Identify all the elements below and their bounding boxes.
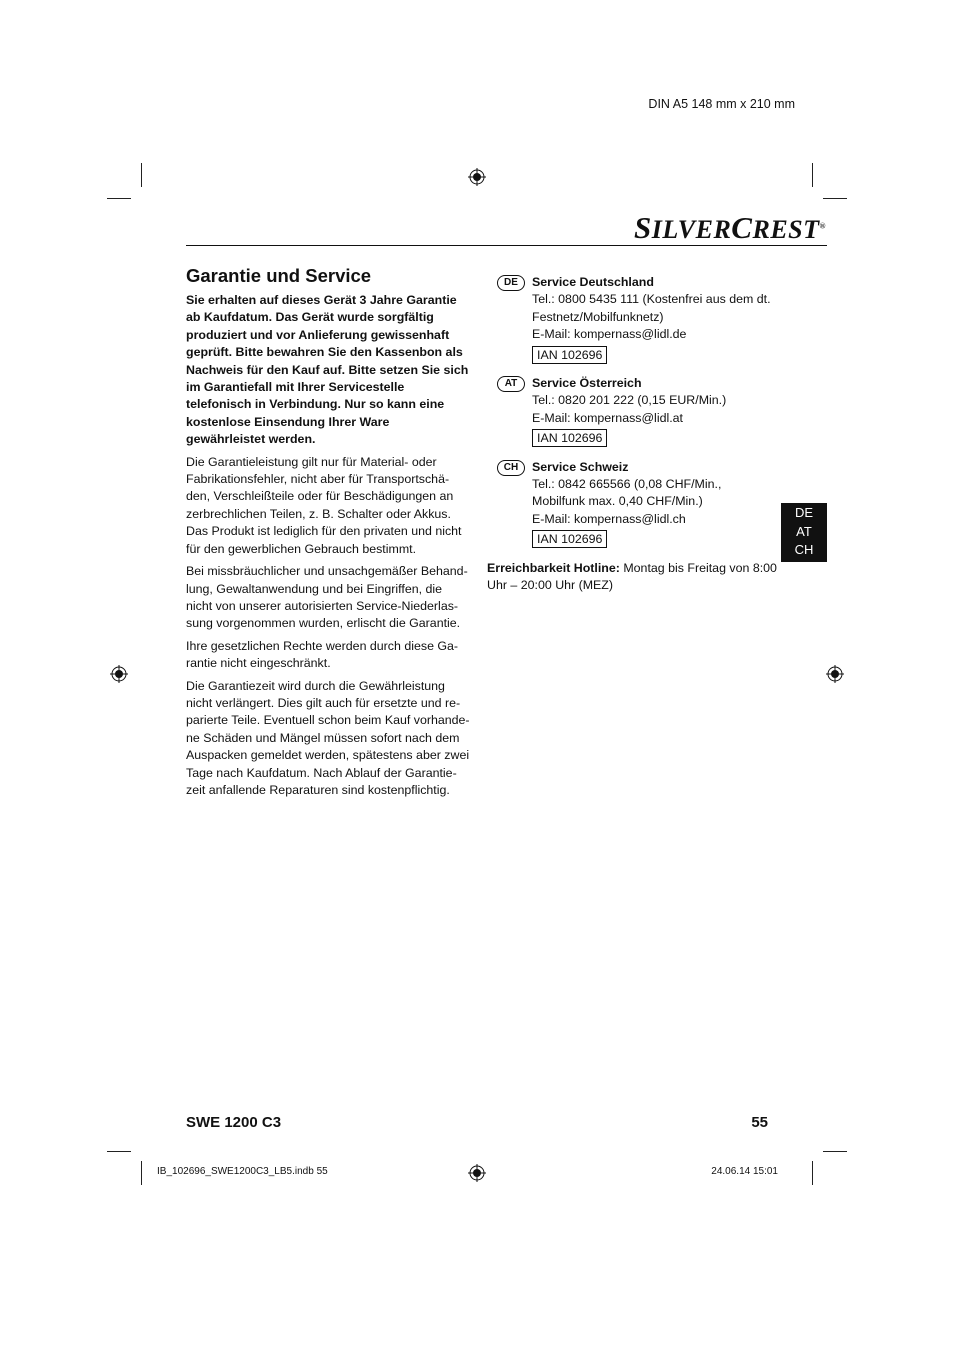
warranty-section — [186, 264, 470, 804]
paragraph: Die Garantiezeit wird durch die Gewährleistung nicht verlängert. Dies gilt auch für ersetzte und re-parierte Teile. Eventuell schon beim Kauf vorhande-ne Schäden und Mängel müssen sofort nach dem Auspacken gemeldet werden, spätestens aber zwei Tage nach Kaufdatum. Nach Ablauf der Garantie-zeit anfallende Reparaturen sind kostenpflichtig. — [186, 678, 470, 797]
lang-code: AT — [796, 523, 812, 539]
crop-mark — [141, 163, 142, 187]
ian-box: IAN 102696 — [532, 530, 607, 548]
crop-mark — [823, 198, 847, 199]
service-title: Service Österreich — [532, 376, 642, 391]
service-title: Service Schweiz — [532, 459, 629, 474]
language-tab — [781, 503, 827, 562]
paragraph: Ihre gesetzlichen Rechte werden durch diese Ga-rantie nicht eingeschränkt. — [186, 638, 459, 671]
registration-mark-icon — [468, 1164, 486, 1182]
service-contacts — [487, 274, 777, 595]
header-divider — [186, 245, 827, 246]
paragraph: Die Garantieleistung gilt nur für Material- oder Fabrikationsfehler, nicht aber für Transportschä-den, Verschleißteile oder für Beschädigungen an zerbrechlichen Teilen, z. B. Schalter oder Akkus. Das Produkt ist lediglich für den privaten und nicht für den gewerblichen Gebrauch bestimmt. — [186, 454, 462, 556]
format-label: DIN A5 148 mm x 210 mm — [648, 97, 795, 111]
service-title: Service Deutschland — [532, 275, 654, 289]
section-title: Garantie und Service — [186, 265, 372, 286]
service-email: E-Mail: kompernass@lidl.de — [532, 327, 687, 342]
slug-file: IB_102696_SWE1200C3_LB5.indb 55 — [157, 1166, 328, 1177]
lang-code: DE — [794, 505, 814, 520]
registration-mark-icon — [826, 665, 844, 683]
country-badge: AT — [497, 376, 525, 392]
slug-date: 24.06.14 15:01 — [711, 1166, 778, 1177]
paragraph: Bei missbräuchlicher und unsachgemäßer Behand-lung, Gewaltanwendung und bei Eingriffen, die nicht von unserer autorisierten Service-Niederlas-sung vorgenommen wurden, erlischt die Garantie. — [186, 564, 468, 631]
page-number: 55 — [751, 1114, 768, 1131]
country-badge: CH — [497, 460, 525, 476]
brand-logo: SILVERCREST® — [633, 210, 826, 245]
service-block-de — [497, 274, 777, 364]
service-block-ch — [497, 459, 777, 549]
service-email: E-Mail: kompernass@lidl.ch — [532, 511, 686, 526]
hotline-label: Erreichbarkeit Hotline: — [487, 560, 620, 575]
service-phone: Tel.: 0800 5435 111 (Kostenfrei aus dem dt. Festnetz/Mobilfunknetz) — [532, 292, 771, 324]
footer-model: SWE 1200 C3 — [186, 1114, 282, 1131]
crop-mark — [812, 163, 813, 187]
ian-box: IAN 102696 — [532, 429, 607, 447]
hotline-hours: Montag bis Freitag von 8:00 Uhr – 20:00 Uhr (MEZ) — [487, 560, 777, 593]
intro-paragraph: Sie erhalten auf dieses Gerät 3 Jahre Garantie ab Kaufdatum. Das Gerät wurde sorgfältig produziert und vor Anlieferung gewissenhaft geprüft. Bitte bewahren Sie den Kassenbon als Nachweis für den Kauf auf. Bitte setzen Sie sich im Garantiefall mit Ihrer Servicestelle telefonisch in Verbindung. Nur so kann eine kostenlose Einsendung Ihrer Ware gewährleistet werden. — [186, 293, 469, 447]
crop-mark — [107, 1151, 131, 1152]
lang-code: CH — [794, 542, 814, 557]
service-email: E-Mail: kompernass@lidl.at — [532, 410, 683, 425]
hotline-info — [487, 560, 777, 595]
crop-mark — [812, 1161, 813, 1185]
country-badge: DE — [497, 275, 525, 291]
crop-mark — [107, 198, 131, 199]
ian-box: IAN 102696 — [532, 346, 607, 364]
registration-mark-icon — [468, 168, 486, 186]
registration-mark-icon — [110, 665, 128, 683]
crop-mark — [141, 1161, 142, 1185]
service-phone: Tel.: 0820 201 222 (0,15 EUR/Min.) — [532, 393, 727, 408]
service-block-at — [497, 375, 777, 448]
crop-mark — [823, 1151, 847, 1152]
service-phone: Tel.: 0842 665566 (0,08 CHF/Min., Mobilfunk max. 0,40 CHF/Min.) — [532, 477, 722, 509]
